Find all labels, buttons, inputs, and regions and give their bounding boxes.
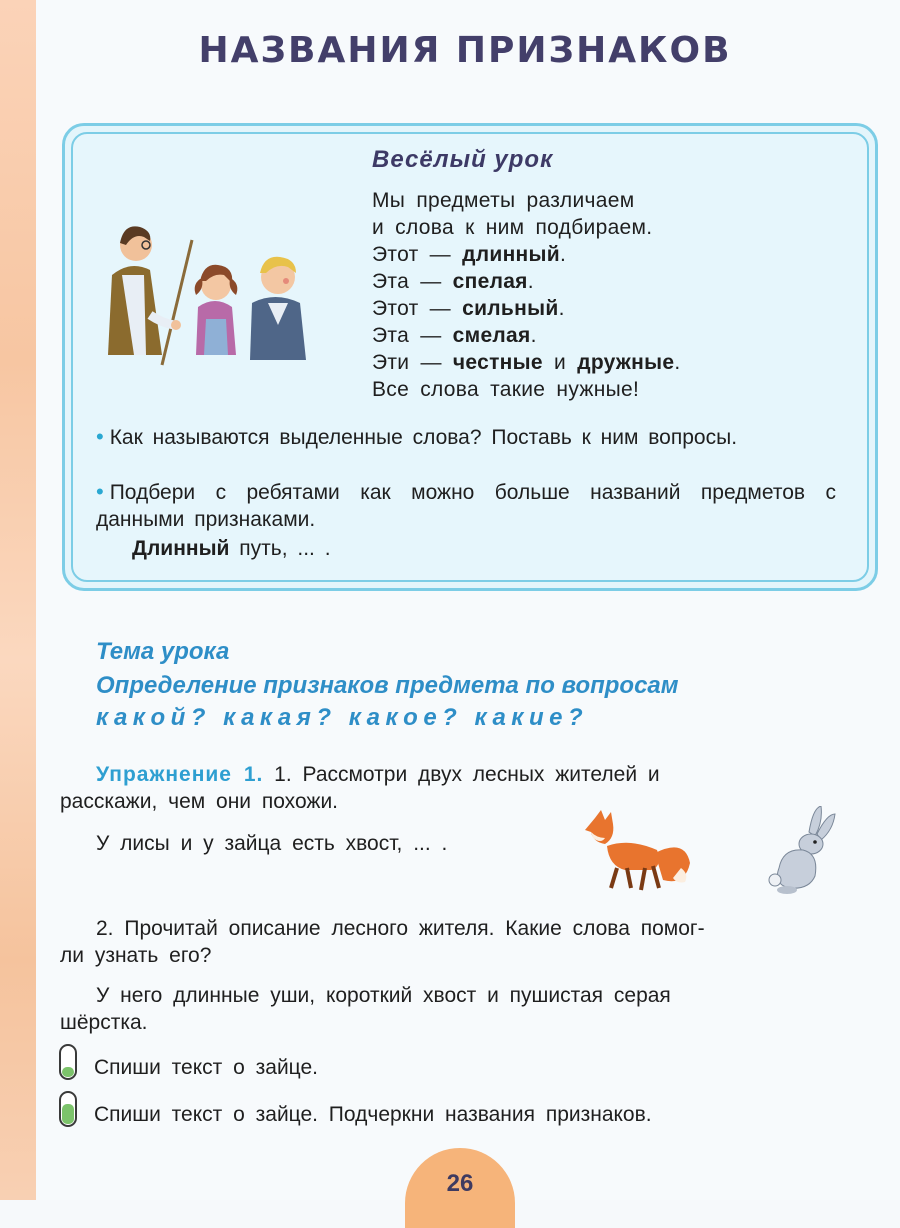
task-level-1: Спиши текст о зайце. [94,1056,318,1079]
pencil-level-2-icon [57,1090,79,1130]
exercise-part2-line-2: ли узнать его? [60,944,212,967]
poem-line: Этот — сильный. [372,297,565,320]
bullet-icon: • [96,424,104,449]
topic-label: Тема урока [96,638,230,665]
poem-line: Этот — длинный. [372,243,567,266]
poem-line: Эта — спелая. [372,270,534,293]
hare-description-line-2: шёрстка. [60,1011,148,1034]
example-phrase: Длинный путь, ... . [132,537,331,560]
poem-line: и слова к ним подбираем. [372,216,653,239]
pencil-level-1-icon [57,1043,79,1083]
poem-line: Мы предметы различаем [372,189,635,212]
topic-line-2: какой? какая? какое? какие? [96,704,589,731]
fox-illustration [585,808,695,893]
page-title: НАЗВАНИЯ ПРИЗНАКОВ [198,30,732,71]
exercise-example: У лисы и у зайца есть хвост, ... . [96,832,448,855]
task-question-2: • Подбери с ребятами как можно больше названий предметов с данными признаками. [96,479,836,531]
exercise-line-2: расскажи, чем они похожи. [60,790,339,813]
teacher-children-illustration [100,215,340,375]
poem-line: Все слова такие нужные! [372,378,640,401]
topic-line-1: Определение признаков предмета по вопросам [96,672,679,699]
exercise-part2-line-1: 2. Прочитай описание лесного жителя. Какие слова помог- [96,917,705,940]
poem-title: Весёлый урок [372,146,554,173]
hare-illustration [765,806,840,896]
poem [372,187,680,403]
poem-line: Эта — смелая. [372,324,537,347]
exercise-label: Упражнение 1. [96,763,264,786]
bullet-icon: • [96,479,104,504]
exercise-line-1: Упражнение 1. 1. Рассмотри двух лесных жителей и [96,763,660,786]
hare-description-line-1: У него длинные уши, короткий хвост и пушистая серая [96,984,671,1007]
task-question-1: • Как называются выделенные слова? Поставь к ним вопросы. [96,424,738,449]
page-number: 26 [446,1170,474,1197]
task-level-2: Спиши текст о зайце. Подчеркни названия признаков. [94,1103,652,1126]
poem-line: Эти — честные и дружные. [372,351,681,374]
